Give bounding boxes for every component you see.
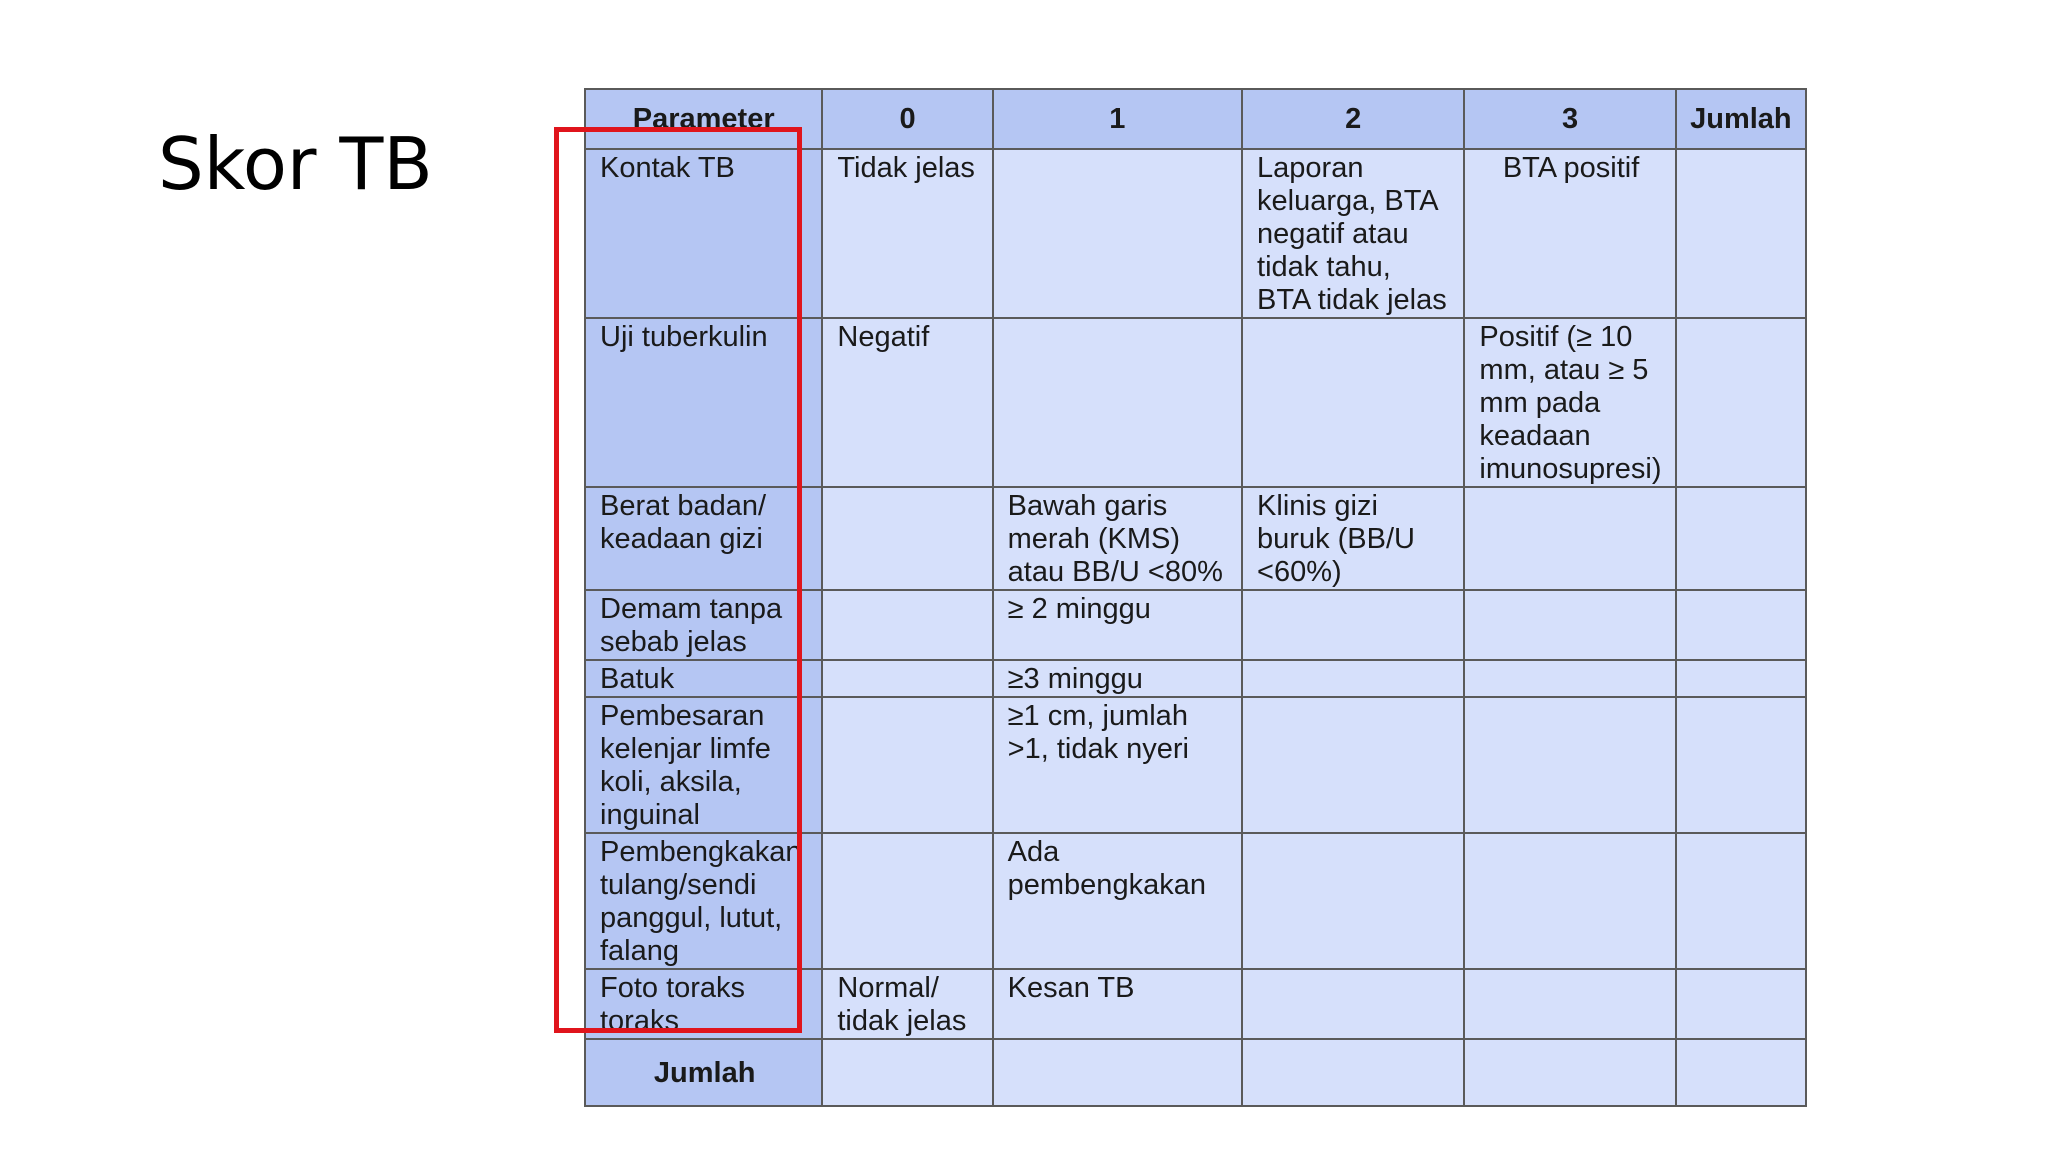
table-cell [1464,833,1675,969]
table-cell [1464,697,1675,833]
row-parameter: Pembesaran kelenjar limfe koli, aksila, inguinal [585,697,822,833]
table-cell [1242,1039,1464,1106]
table-cell [1676,969,1806,1039]
slide-title: Skor TB [158,122,433,206]
table-cell [1676,697,1806,833]
table-cell [1464,660,1675,697]
table-cell [993,1039,1242,1106]
header-jumlah: Jumlah [1676,89,1806,149]
table-cell: ≥ 2 minggu [993,590,1242,660]
table-row [585,969,1806,1039]
table-cell [1676,833,1806,969]
table-row [585,833,1806,969]
table-cell [822,1039,992,1106]
tb-score-table [584,88,1807,1107]
table-cell [1242,660,1464,697]
table-cell [1242,697,1464,833]
table-cell [1242,833,1464,969]
table-cell: Normal/ tidak jelas [822,969,992,1039]
row-parameter: Foto toraks toraks [585,969,822,1039]
row-parameter: Pembengkakan tulang/sendi panggul, lutut, falang [585,833,822,969]
table-cell: Positif (≥ 10 mm, atau ≥ 5 mm pada keadaan imunosupresi) [1464,318,1675,487]
header-parameter: Parameter [585,89,822,149]
table-cell [1464,590,1675,660]
table-footer-row [585,1039,1806,1106]
table-cell [1242,969,1464,1039]
table-cell: Bawah garis merah (KMS) atau BB/U <80% [993,487,1242,590]
header-score-0: 0 [822,89,992,149]
row-parameter: Kontak TB [585,149,822,318]
header-score-1: 1 [993,89,1242,149]
table-cell [1676,149,1806,318]
table-row [585,318,1806,487]
table-cell: Klinis gizi buruk (BB/U <60%) [1242,487,1464,590]
table-cell [822,487,992,590]
table-cell [1676,1039,1806,1106]
table-row [585,487,1806,590]
table-cell: Laporan keluarga, BTA negatif atau tidak tahu, BTA tidak jelas [1242,149,1464,318]
table-cell [1464,969,1675,1039]
table-cell: ≥3 minggu [993,660,1242,697]
table-cell [1464,1039,1675,1106]
table-row [585,697,1806,833]
row-parameter: Berat badan/ keadaan gizi [585,487,822,590]
footer-jumlah-label: Jumlah [585,1039,822,1106]
row-parameter: Batuk [585,660,822,697]
table-row [585,660,1806,697]
table-row [585,149,1806,318]
table-cell: Negatif [822,318,992,487]
table-cell [993,149,1242,318]
table-cell [1676,660,1806,697]
table-cell [1242,318,1464,487]
table-cell [1242,590,1464,660]
table-cell [1676,318,1806,487]
table-cell: Ada pembengkakan [993,833,1242,969]
row-parameter: Uji tuberkulin [585,318,822,487]
table-cell [822,697,992,833]
table-cell [993,318,1242,487]
row-parameter: Demam tanpa sebab jelas [585,590,822,660]
header-score-2: 2 [1242,89,1464,149]
table-cell: BTA positif [1464,149,1675,318]
table-row [585,590,1806,660]
table-cell [822,833,992,969]
table-cell: ≥1 cm, jumlah >1, tidak nyeri [993,697,1242,833]
table-cell [822,590,992,660]
table-cell: Kesan TB [993,969,1242,1039]
table-cell [1676,487,1806,590]
header-score-3: 3 [1464,89,1675,149]
table-cell: Tidak jelas [822,149,992,318]
table-cell [1676,590,1806,660]
table-cell [822,660,992,697]
table-cell [1464,487,1675,590]
table-header-row [585,89,1806,149]
